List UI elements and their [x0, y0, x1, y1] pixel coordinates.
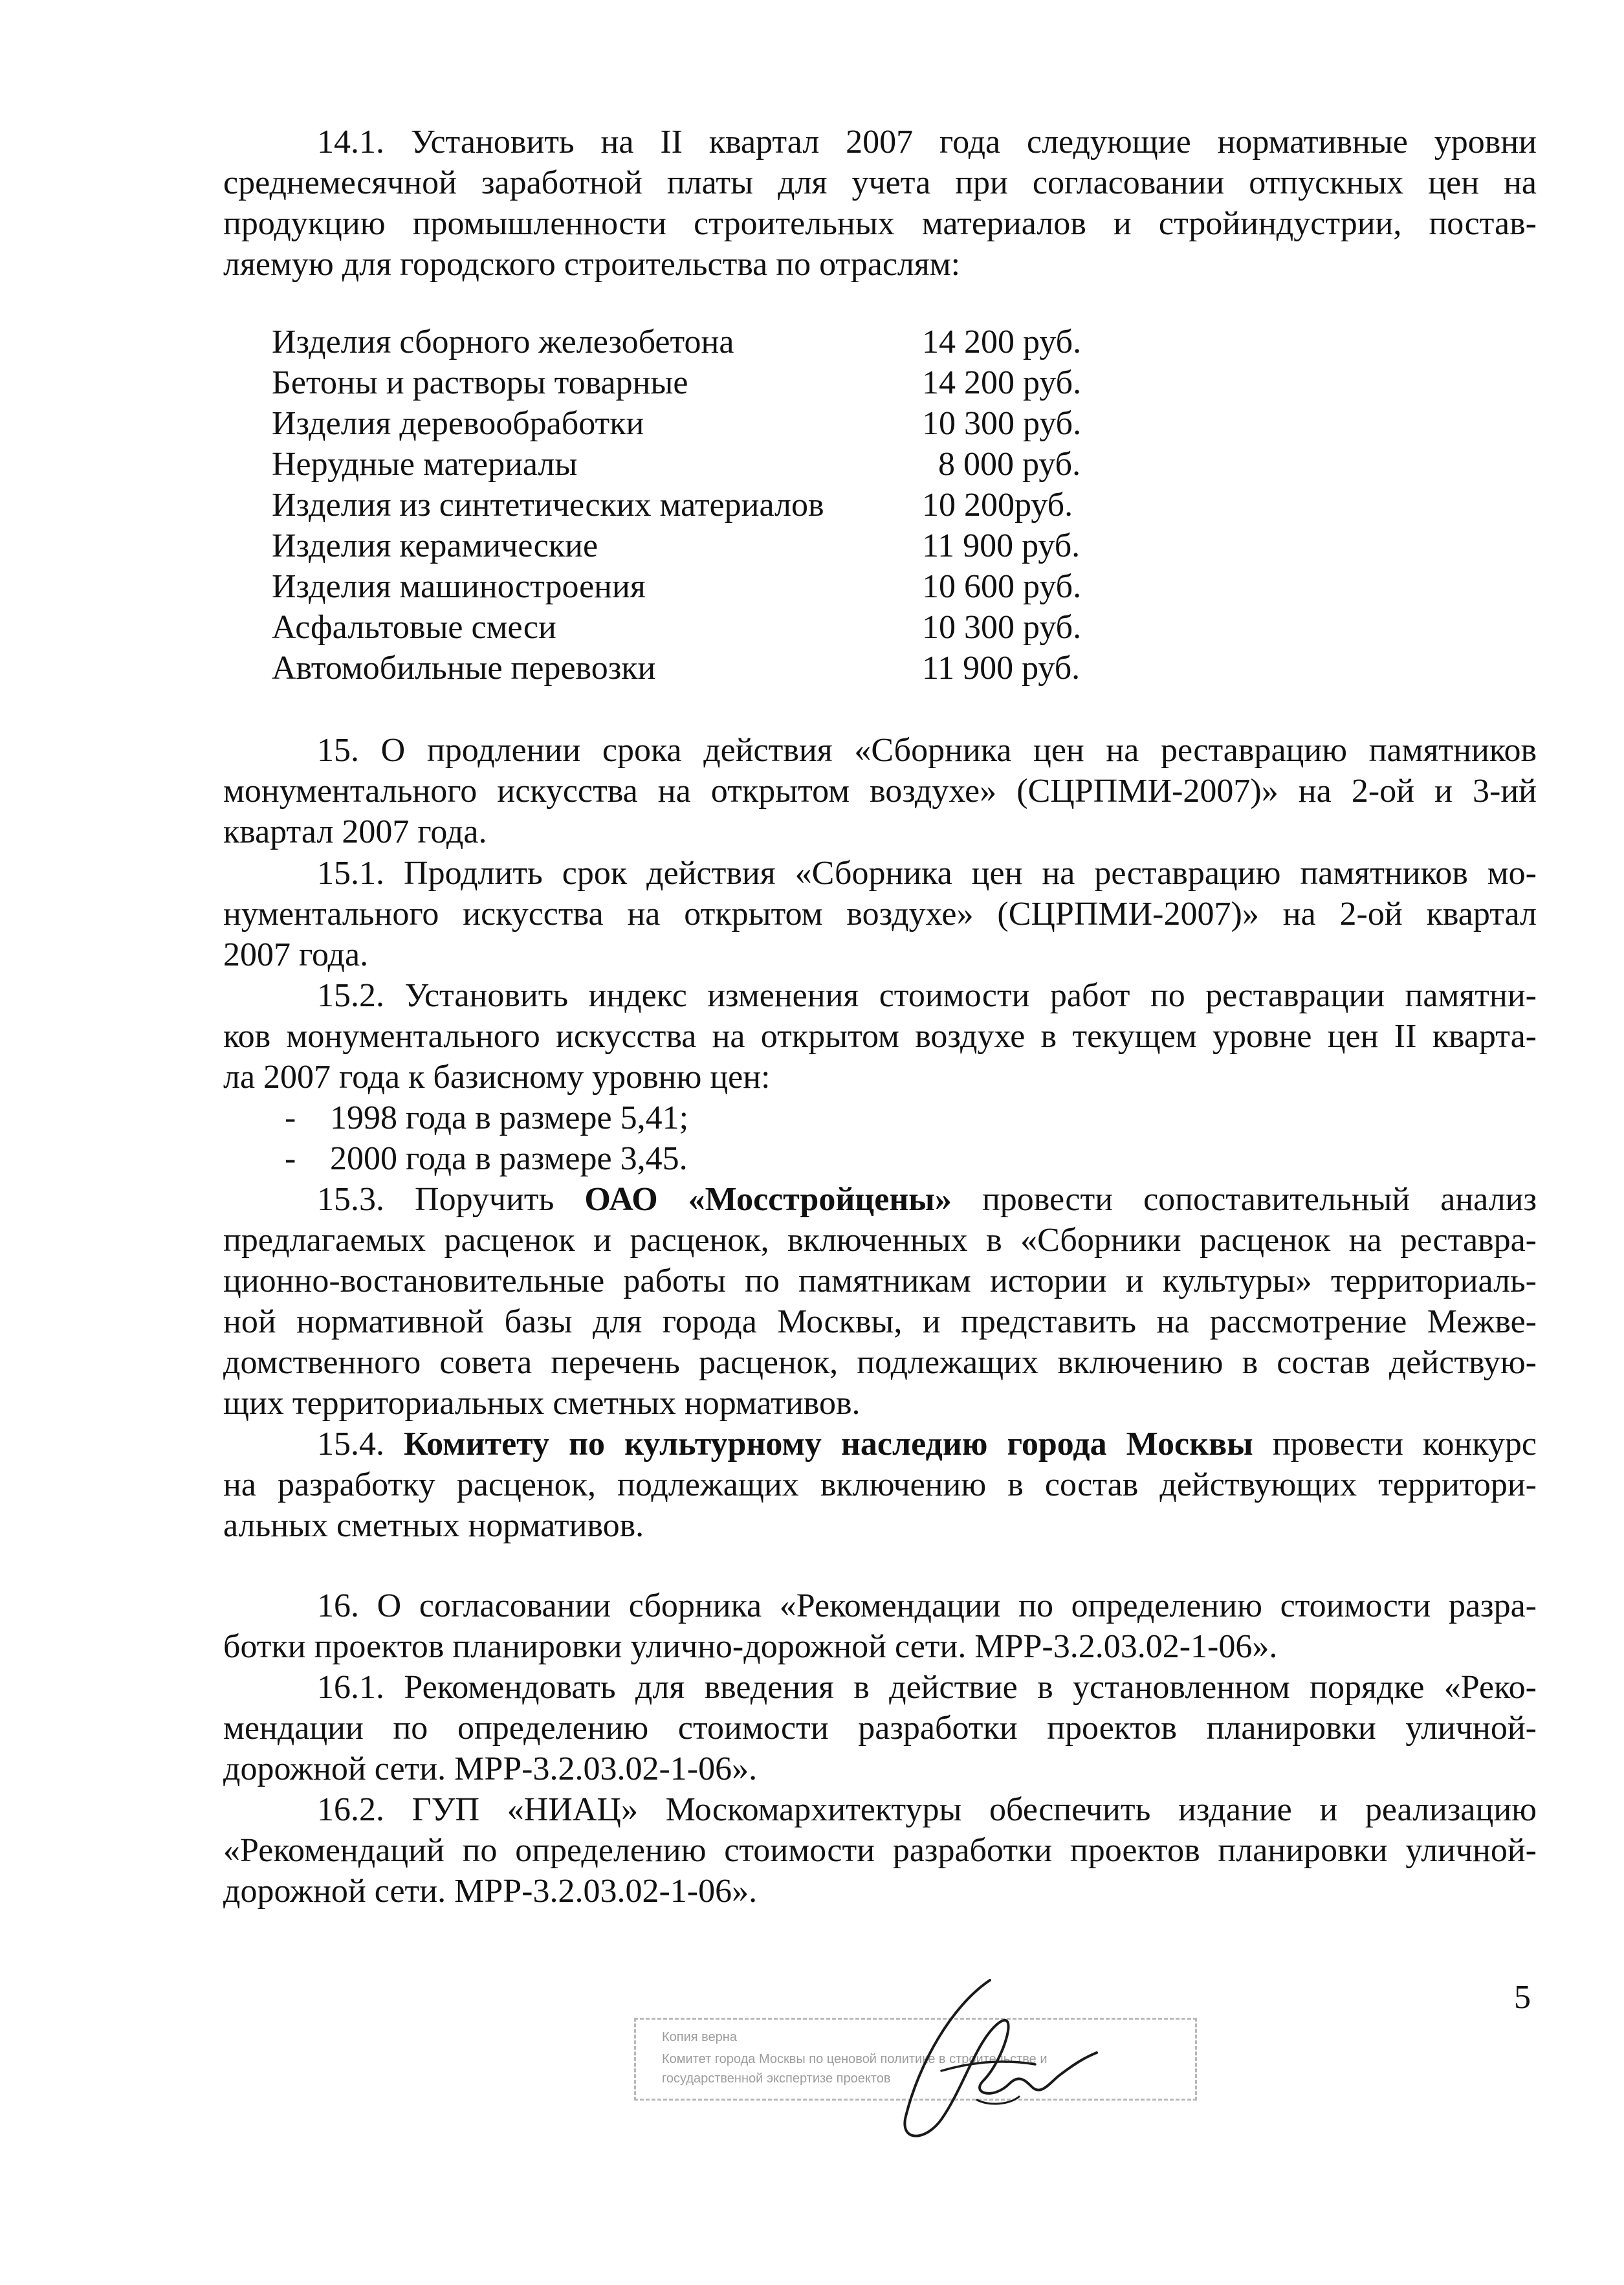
text-line: предлагаемых расценок и расценок, включенных в «Сборники расценок на реставра-: [223, 1222, 1537, 1259]
industry-name: Изделия сборного железобетона: [272, 324, 734, 360]
table-row: [272, 403, 1113, 444]
industry-name: Асфальтовые смеси: [272, 609, 556, 646]
paragraph-16: [223, 1585, 1537, 1667]
text-line: 16.1. Рекомендовать для введения в действие в установленном порядке «Реко-: [317, 1669, 1537, 1706]
text-line: 15.2. Установить индекс изменения стоимости работ по реставрации памятни-: [317, 977, 1537, 1014]
text-line: 16.2. ГУП «НИАЦ» Москомархитектуры обеспечить издание и реализацию: [317, 1791, 1537, 1828]
text-line: дорожной сети. МРР-3.2.03.02-1-06».: [223, 1750, 758, 1787]
handwritten-signature: [880, 1967, 1113, 2148]
text-line: 15.1. Продлить срок действия «Сборника цен на реставрацию памятников мо-: [317, 855, 1537, 892]
text-line: щих территориальных сметных нормативов.: [223, 1385, 861, 1422]
text-line: ботки проектов планировки улично-дорожной сети. МРР-3.2.03.02-1-06».: [223, 1628, 1278, 1665]
text-line: мендации по определению стоимости разработки проектов планировки уличной-: [223, 1710, 1537, 1747]
text-line: домственного совета перечень расценок, подлежащих включению в состав действую-: [223, 1344, 1537, 1381]
paragraph-15-4: [223, 1424, 1537, 1546]
list-dash: -: [285, 1140, 296, 1177]
industry-name: Изделия машиностроения: [272, 568, 646, 605]
text-line: квартал 2007 года.: [223, 813, 487, 850]
table-row: [272, 485, 1113, 525]
text-line: ной нормативной базы для города Москвы, и представить на рассмотрение Межве-: [223, 1303, 1537, 1340]
text-line: дорожной сети. МРР-3.2.03.02-1-06».: [223, 1873, 758, 1910]
text-line: ционно-востановительные работы по памятникам истории и культуры» территориаль-: [223, 1263, 1537, 1299]
stamp-line: Копия верна: [662, 2030, 737, 2044]
list-item: [223, 1138, 1537, 1179]
text-fragment: 15.3. Поручить: [317, 1181, 554, 1218]
text-line: «Рекомендаций по определению стоимости разработки проектов планировки уличной-: [223, 1832, 1537, 1869]
text-line: ла 2007 года к базисному уровню цен:: [223, 1059, 771, 1096]
wage-value: 14 200 руб.: [922, 364, 1082, 401]
table-row: [272, 566, 1113, 607]
industry-name: Изделия керамические: [272, 527, 598, 564]
table-row: [272, 607, 1113, 648]
text-line: 16. О согласовании сборника «Рекомендации по определению стоимости разра-: [317, 1587, 1537, 1624]
table-row: [272, 322, 1113, 362]
list-text: 1998 года в размере 5,41;: [330, 1099, 689, 1136]
text-fragment: 15.4.: [317, 1426, 384, 1463]
organization-name: Комитету по культурному наследию города Москвы: [404, 1426, 1253, 1463]
text-line: монументального искусства на открытом воздухе» (СЦРПМИ-2007)» на 2-ой и 3-ий: [223, 773, 1537, 810]
text-fragment: провести сопоставительный анализ: [982, 1181, 1537, 1218]
paragraph-16-2: [223, 1789, 1537, 1912]
table-row: [272, 648, 1113, 689]
wage-value: 10 600 руб.: [922, 568, 1082, 605]
list-item: [223, 1098, 1537, 1138]
text-line: 2007 года.: [223, 936, 369, 973]
text-line: среднемесячной заработной платы для учета при согласовании отпускных цен на: [223, 164, 1537, 201]
paragraph-15-2: [223, 975, 1537, 1179]
stamp-line: государственной экспертизе проектов: [662, 2071, 891, 2086]
paragraph-16-1: [223, 1667, 1537, 1789]
paragraph-15: [223, 730, 1537, 852]
industry-name: Нерудные материалы: [272, 446, 578, 483]
paragraph-15-1: [223, 853, 1537, 975]
text-line: [223, 1179, 1537, 1220]
list-dash: -: [285, 1099, 296, 1136]
industry-name: Изделия из синтетических материалов: [272, 487, 824, 524]
industry-name: Изделия деревообработки: [272, 405, 644, 442]
wage-value: 10 300 руб.: [922, 405, 1082, 442]
text-line: ков монументального искусства на открытом воздухе в текущем уровне цен II кварта-: [223, 1018, 1537, 1055]
list-text: 2000 года в размере 3,45.: [330, 1140, 688, 1177]
wage-value: 10 300 руб.: [922, 609, 1082, 646]
wage-value: 11 900 руб.: [922, 527, 1081, 564]
text-line: нументального искусства на открытом воздухе» (СЦРПМИ-2007)» на 2-ой квартал: [223, 896, 1537, 933]
text-line: 14.1. Установить на II квартал 2007 года следующие нормативные уровни: [317, 124, 1537, 160]
table-row: [272, 444, 1113, 485]
text-line: на разработку расценок, подлежащих включению в состав действующих территори-: [223, 1466, 1537, 1503]
text-line: [223, 1424, 1537, 1464]
paragraph-15-3: [223, 1179, 1537, 1424]
paragraph-14-1: [223, 122, 1537, 285]
industry-name: Бетоны и растворы товарные: [272, 364, 688, 401]
wage-table: [272, 322, 1113, 689]
text-line: продукцию промышленности строительных материалов и стройиндустрии, постав-: [223, 205, 1537, 242]
stamp-line: Комитет города Москвы по ценовой политике в строительстве и: [662, 2052, 1048, 2066]
organization-name: ОАО «Мосстройцены»: [584, 1181, 952, 1218]
page-number: 5: [1514, 1979, 1531, 2016]
text-line: альных сметных нормативов.: [223, 1507, 644, 1544]
text-line: 15. О продлении срока действия «Сборника цен на реставрацию памятников: [317, 732, 1537, 769]
table-row: [272, 362, 1113, 403]
wage-value: 8 000 руб.: [938, 446, 1081, 483]
text-fragment: провести конкурс: [1272, 1426, 1537, 1463]
wage-value: 14 200 руб.: [922, 324, 1082, 360]
text-line: ляемую для городского строительства по отраслям:: [223, 246, 961, 283]
industry-name: Автомобильные перевозки: [272, 650, 656, 687]
wage-value: 11 900 руб.: [922, 650, 1081, 687]
table-row: [272, 525, 1113, 566]
wage-value: 10 200руб.: [922, 487, 1073, 524]
